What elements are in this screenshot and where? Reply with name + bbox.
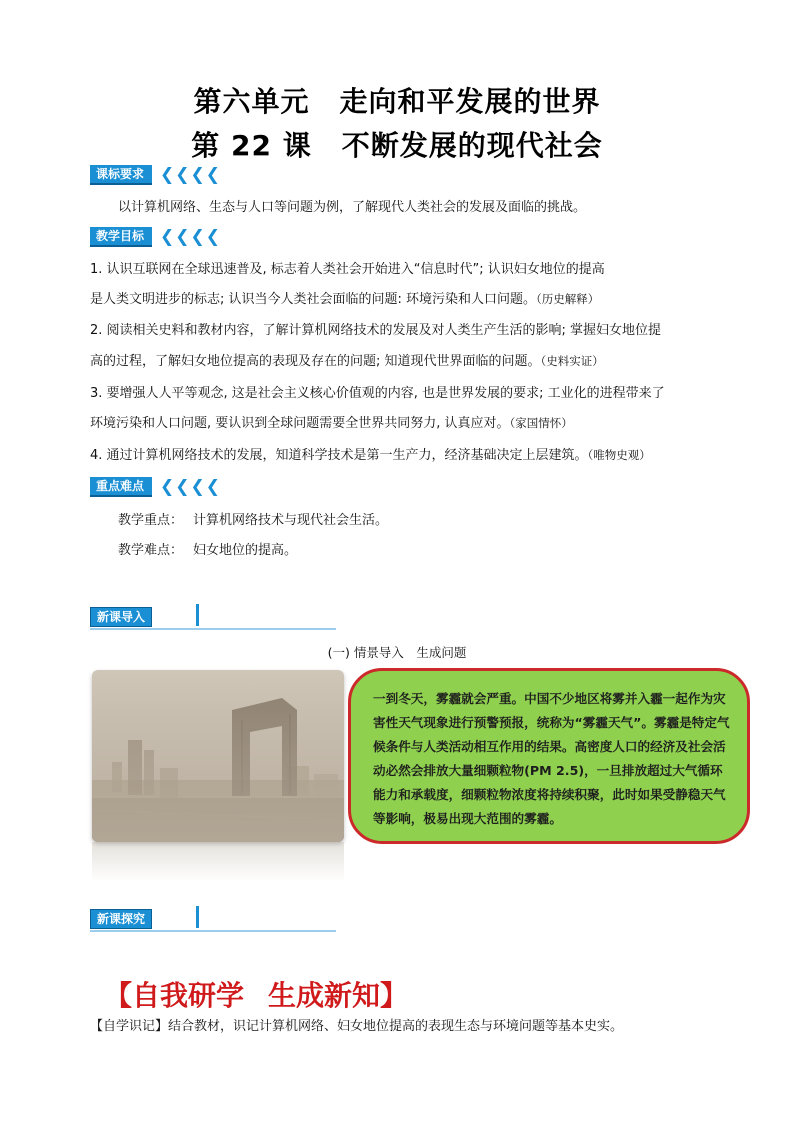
objective-2-text: 高的过程，了解妇女地位提高的表现及存在的问题; 知道现代世界面临的问题。 — [90, 354, 541, 369]
objective-2-line-1: 2. 阅读相关史料和教材内容，了解计算机网络技术的发展及对人类生产生活的影响; 掌握妇女地位提 — [90, 323, 662, 338]
objective-1-text: 是人类文明进步的标志; 认识当今人类社会面临的问题: 环境污染和人口问题。 — [90, 292, 537, 307]
section-divider — [196, 906, 199, 928]
objective-4-note: （唯物史观） — [587, 448, 651, 462]
chevron-left-icon: ❮❮❮❮ — [160, 165, 221, 185]
objective-3-line-1: 3. 要增强人人平等观念, 这是社会主义核心价值观的内容, 也是世界发展的要求; 工业化的进程带来了 — [90, 386, 665, 401]
objective-1-line-2 — [90, 290, 599, 309]
unit-title — [0, 80, 794, 120]
objective-3-note: （家国情怀） — [509, 416, 573, 430]
self-study-text: 结合教材，识记计算机网络、妇女地位提高的表现生态与环境问题等基本史实。 — [168, 1019, 624, 1034]
curriculum-text: 以计算机网络、生态与人口等问题为例，了解现代人类社会的发展及面临的挑战。 — [118, 200, 587, 215]
section-divider — [196, 604, 199, 626]
smog-city-photo — [92, 670, 344, 842]
objective-1-line-1: 1. 认识互联网在全球迅速普及, 标志着人类社会开始进入“信息时代”; 认识妇女地位的提高 — [90, 262, 605, 277]
intro-section-label: 新课导入 — [90, 607, 152, 627]
key-points-tag-label: 重点难点 — [90, 477, 152, 497]
curriculum-tag — [90, 166, 221, 184]
self-study-label: 【自学识记】 — [90, 1019, 169, 1034]
objective-2-note: （史料实证） — [540, 354, 604, 368]
section-underline — [90, 930, 336, 932]
smog-callout-text: 一到冬天，雾霾就会严重。中国不少地区将雾并入霾一起作为灾害性天气现象进行预警预报，统称为“雾霾天气”。雾霾是特定气候条件与人类活动相互作用的结果。高密度人口的经济及社会活动必然会排放大量细颗粒物(PM 2.5)，一旦排放超过大气循环能力和承载度，细颗粒物浓度将持续积聚，此时如果受静稳天气等影响，极易出现大范围的雾霾。 — [373, 691, 730, 826]
section-underline — [90, 628, 336, 630]
objective-3-line-2 — [90, 414, 573, 433]
smog-callout — [348, 668, 750, 844]
difficulty-label: 教学难点： — [118, 543, 184, 558]
key-point-text: 计算机网络技术与现代社会生活。 — [193, 513, 389, 528]
difficulty-text: 妇女地位的提高。 — [193, 543, 298, 558]
key-points-tag — [90, 478, 221, 496]
objective-2-line-2 — [90, 352, 604, 371]
chevron-left-icon: ❮❮❮❮ — [160, 477, 221, 497]
lesson-title-number: 第 22 课 — [191, 129, 312, 162]
lesson-title — [0, 124, 794, 164]
self-study-heading-right: 生成新知】 — [268, 979, 409, 1012]
objective-1-note: （历史解释） — [536, 292, 600, 306]
self-study-row — [90, 1018, 623, 1036]
explore-section-bar — [90, 906, 336, 934]
photo-reflection — [92, 842, 344, 882]
intro-caption: (一) 情景导入 生成问题 — [327, 645, 467, 660]
key-point-row — [118, 512, 388, 530]
chevron-left-icon: ❮❮❮❮ — [160, 227, 221, 247]
unit-title-name: 走向和平发展的世界 — [339, 85, 601, 118]
objective-4 — [90, 446, 651, 465]
self-study-heading-left: 【自我研学 — [104, 979, 245, 1012]
key-point-label: 教学重点： — [118, 513, 184, 528]
intro-section-bar — [90, 604, 336, 632]
unit-title-number: 第六单元 — [193, 85, 310, 118]
objective-4-text: 4. 通过计算机网络技术的发展，知道科学技术是第一生产力，经济基础决定上层建筑。 — [90, 448, 588, 463]
curriculum-tag-label: 课标要求 — [90, 165, 152, 185]
difficulty-row — [118, 542, 297, 560]
objectives-tag — [90, 228, 221, 246]
explore-section-label: 新课探究 — [90, 909, 152, 929]
objectives-tag-label: 教学目标 — [90, 227, 152, 247]
self-study-heading — [104, 974, 408, 1014]
objective-3-text: 环境污染和人口问题, 要认识到全球问题需要全世界共同努力, 认真应对。 — [90, 416, 510, 431]
lesson-title-name: 不断发展的现代社会 — [341, 129, 603, 162]
